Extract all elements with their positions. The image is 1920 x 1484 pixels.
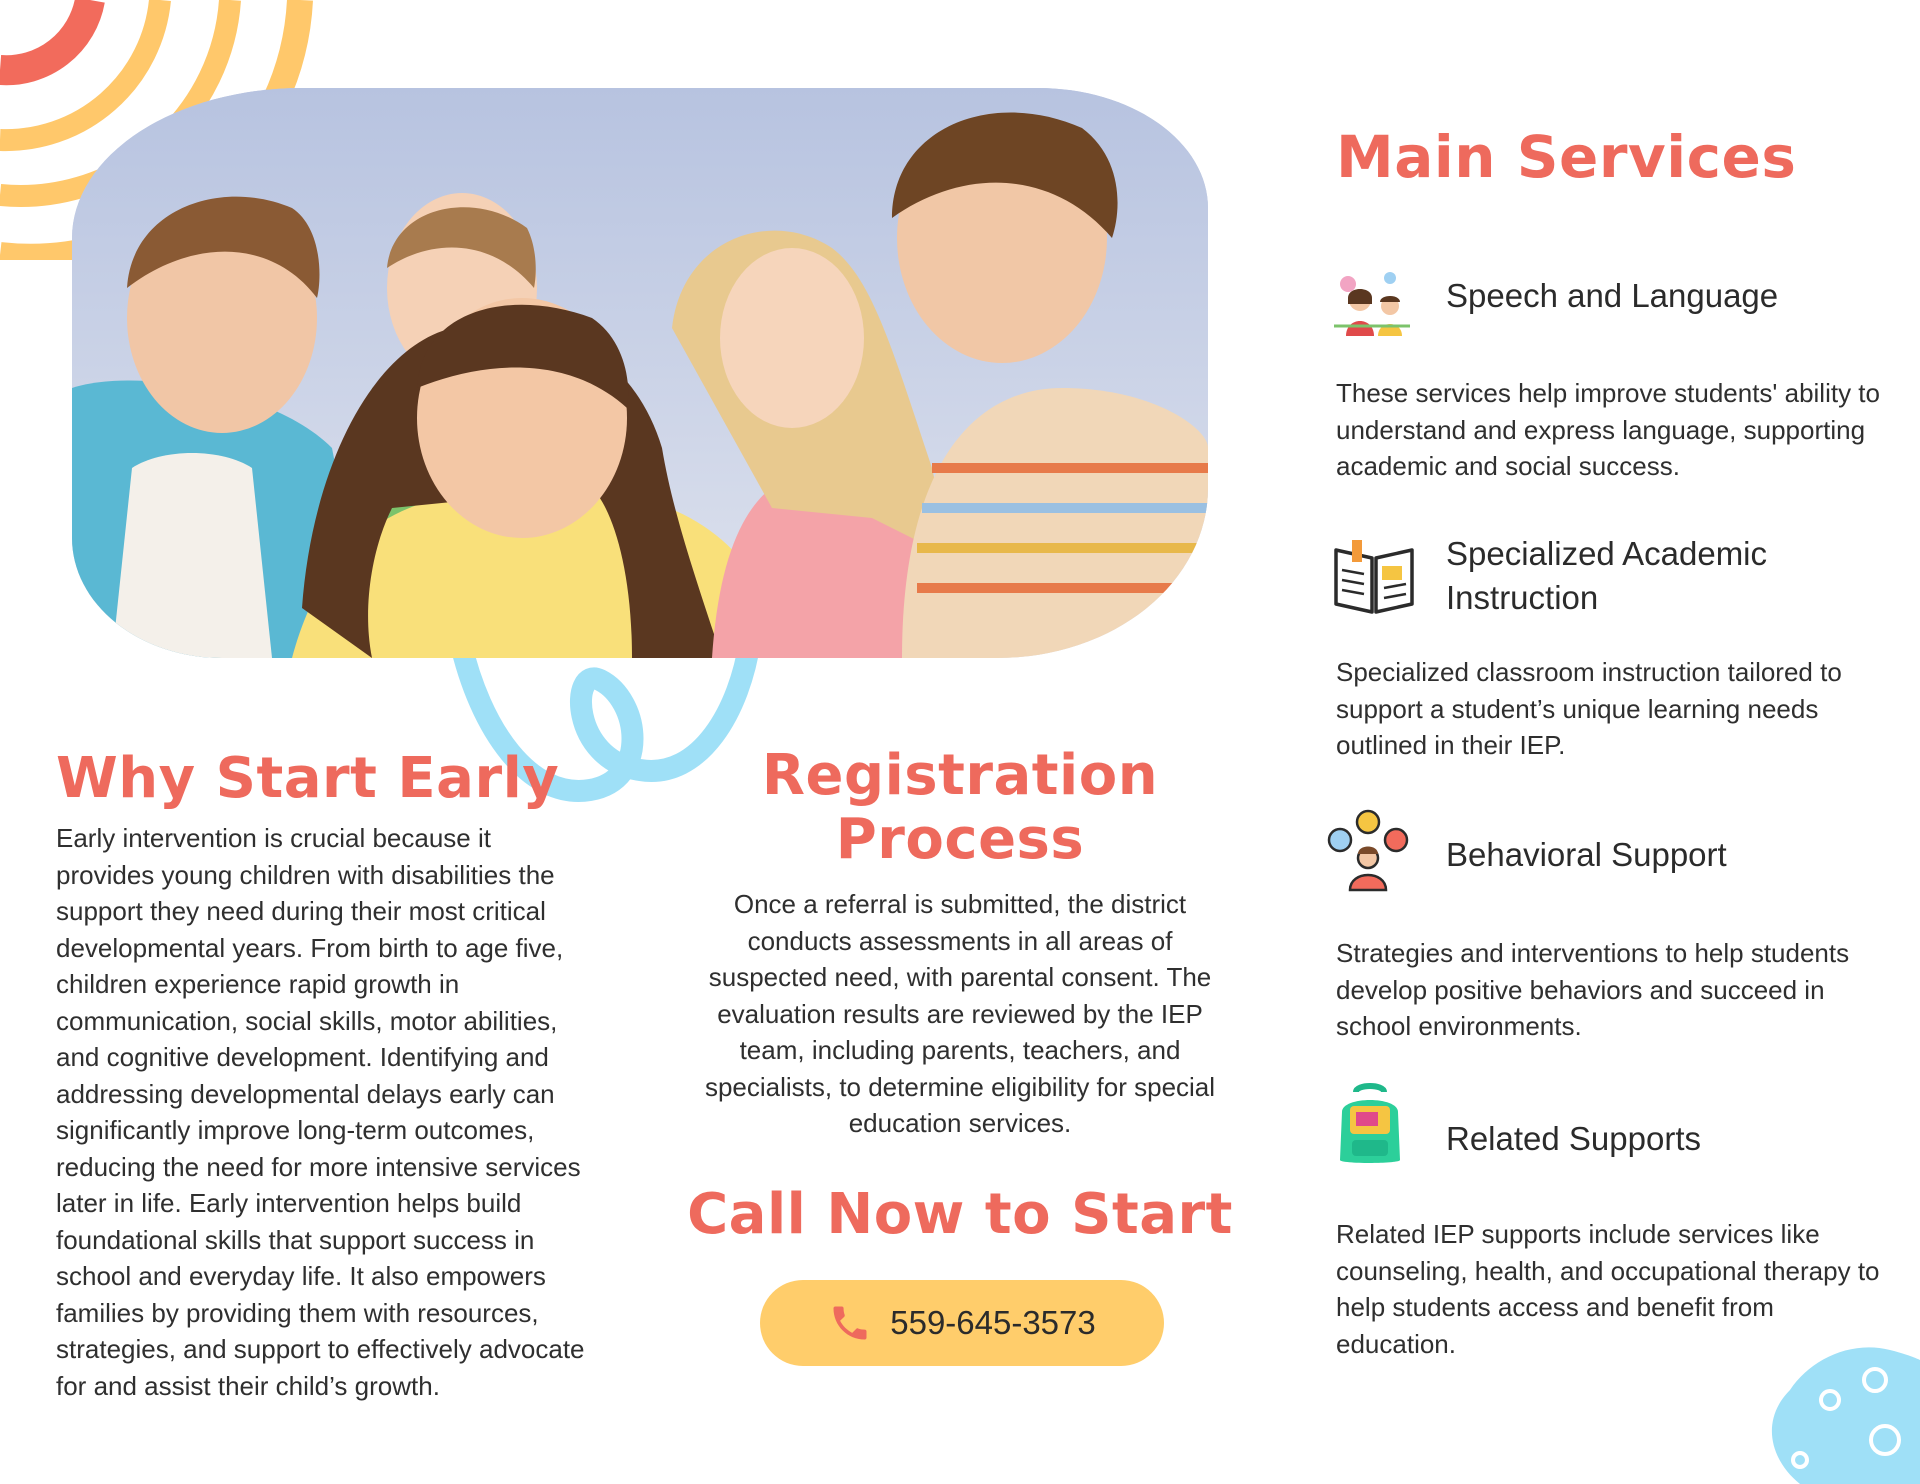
hero-photo <box>72 88 1208 658</box>
call-now-heading: Call Now to Start <box>687 1182 1233 1247</box>
backpack-icon <box>1328 1082 1412 1166</box>
call-phone-button[interactable] <box>760 1280 1164 1366</box>
open-book-icon <box>1332 536 1416 620</box>
phone-number: 559-645-3573 <box>890 1304 1096 1341</box>
decorative-blob <box>1760 1320 1920 1484</box>
service-title-speech-language: Speech and Language <box>1446 277 1779 314</box>
speech-language-icon <box>1330 256 1414 340</box>
service-body-speech-language: These services help improve students' ability to understand and express language, supporting academic and social success. <box>1336 378 1880 481</box>
registration-process-body: Once a referral is submitted, the district conducts assessments in all areas of suspected need, with parental consent. The evaluation results are reviewed by the IEP team, including parents, teachers, and specialists, to determine eligibility for special education services. <box>704 889 1216 1138</box>
registration-process-heading: Registration Process <box>761 743 1159 872</box>
why-start-early-body: Early intervention is crucial because it provides young children with disabilities the support they need during their most critical developmental years. From birth to age five, children experience rapid growth in communication, social skills, motor abilities, and cognitive development. Identifying and addressing developmental delays early can significantly improve long-term outcomes, reducing the need for more intensive services later in life. Early intervention helps build foundational skills that support success in school and everyday life. It also empowers families by providing them with resources, strategies, and support to effectively advocate for and assist their child’s growth. <box>56 823 585 1401</box>
behavior-emotions-icon <box>1326 808 1410 892</box>
service-title-academic-instruction: Specialized Academic Instruction <box>1446 535 1768 616</box>
children-group-photo <box>72 88 1208 658</box>
phone-icon <box>828 1301 872 1345</box>
why-start-early-heading: Why Start Early <box>56 746 560 811</box>
service-body-academic-instruction: Specialized classroom instruction tailored to support a student’s unique learning needs outlined in their IEP. <box>1336 657 1842 760</box>
service-body-behavioral-support: Strategies and interventions to help students develop positive behaviors and succeed in school environments. <box>1336 938 1850 1041</box>
service-title-behavioral-support: Behavioral Support <box>1446 836 1727 873</box>
main-services-heading: Main Services <box>1336 123 1797 191</box>
service-body-related-supports: Related IEP supports include services like counseling, health, and occupational therapy to help students access and benefit from education. <box>1336 1219 1880 1359</box>
service-title-related-supports: Related Supports <box>1446 1120 1701 1157</box>
